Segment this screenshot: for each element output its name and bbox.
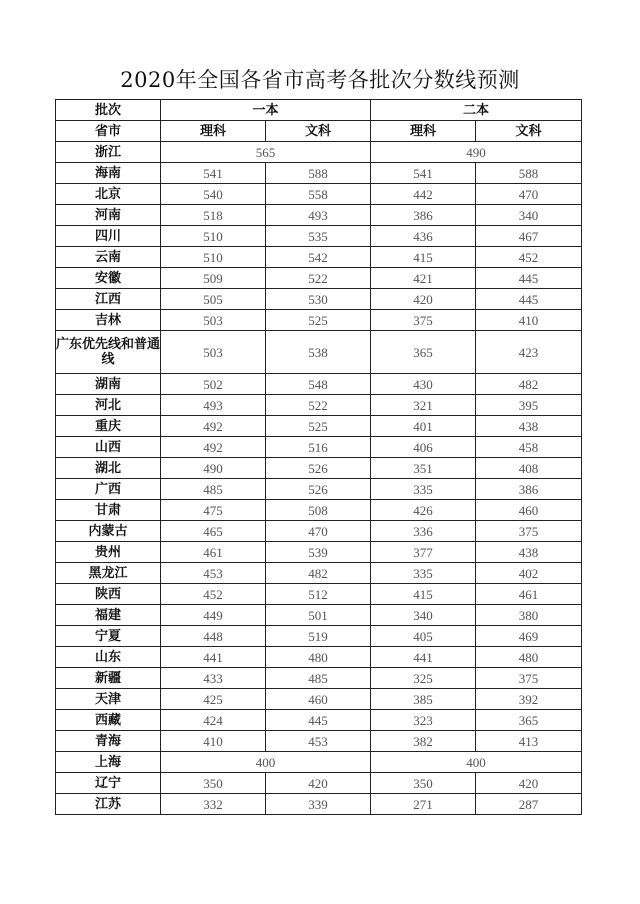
batch2-science-cell: 323 <box>371 710 476 731</box>
batch1-science-cell: 475 <box>161 500 266 521</box>
header-row-batch <box>56 100 582 121</box>
batch1-arts-cell: 516 <box>266 437 371 458</box>
batch1-science-cell: 505 <box>161 289 266 310</box>
batch1-science-cell: 332 <box>161 794 266 815</box>
batch2-science-cell: 541 <box>371 163 476 184</box>
batch1-score-cell: 565 <box>161 142 371 163</box>
batch2-science-cell: 406 <box>371 437 476 458</box>
batch2-arts-cell: 458 <box>476 437 582 458</box>
batch2-arts-cell: 386 <box>476 479 582 500</box>
batch1-science-cell: 441 <box>161 647 266 668</box>
batch2-science-cell: 420 <box>371 289 476 310</box>
table-row <box>56 794 582 815</box>
batch2-science-cell: 335 <box>371 479 476 500</box>
province-cell: 江西 <box>56 289 161 310</box>
province-cell: 甘肃 <box>56 500 161 521</box>
batch1-science-cell: 490 <box>161 458 266 479</box>
batch2-science-cell: 436 <box>371 226 476 247</box>
table-row <box>56 668 582 689</box>
batch1-arts-cell: 522 <box>266 395 371 416</box>
batch1-science-cell: 449 <box>161 605 266 626</box>
batch1-arts-cell: 558 <box>266 184 371 205</box>
batch2-science-cell: 340 <box>371 605 476 626</box>
batch2-arts-cell: 375 <box>476 521 582 542</box>
batch1-arts-cell: 445 <box>266 710 371 731</box>
batch2-science-cell: 441 <box>371 647 476 668</box>
batch1-arts-cell: 485 <box>266 668 371 689</box>
province-cell: 广西 <box>56 479 161 500</box>
table-row <box>56 395 582 416</box>
batch1-science-cell: 461 <box>161 542 266 563</box>
batch1-arts-cell: 420 <box>266 773 371 794</box>
batch1-science-cell: 448 <box>161 626 266 647</box>
province-cell: 上海 <box>56 752 161 773</box>
province-cell: 湖北 <box>56 458 161 479</box>
batch2-arts-cell: 340 <box>476 205 582 226</box>
table-row <box>56 205 582 226</box>
province-cell: 天津 <box>56 689 161 710</box>
batch1-arts-cell: 519 <box>266 626 371 647</box>
batch1-arts-cell: 548 <box>266 374 371 395</box>
page-title: 2020年全国各省市高考各批次分数线预测 <box>120 68 520 92</box>
province-cell: 福建 <box>56 605 161 626</box>
batch1-arts-cell: 526 <box>266 458 371 479</box>
batch1-header: 一本 <box>161 100 371 121</box>
batch2-arts-header: 文科 <box>476 121 582 142</box>
province-cell: 海南 <box>56 163 161 184</box>
batch2-science-cell: 415 <box>371 584 476 605</box>
batch2-science-cell: 415 <box>371 247 476 268</box>
batch2-science-cell: 421 <box>371 268 476 289</box>
province-cell: 内蒙古 <box>56 521 161 542</box>
province-cell: 北京 <box>56 184 161 205</box>
batch2-arts-cell: 588 <box>476 163 582 184</box>
batch2-arts-cell: 392 <box>476 689 582 710</box>
table-row <box>56 605 582 626</box>
batch2-science-cell: 375 <box>371 310 476 331</box>
table-row <box>56 268 582 289</box>
batch1-science-cell: 425 <box>161 689 266 710</box>
batch2-score-cell: 490 <box>371 142 582 163</box>
batch1-science-cell: 424 <box>161 710 266 731</box>
province-cell: 陕西 <box>56 584 161 605</box>
province-cell: 山东 <box>56 647 161 668</box>
batch1-arts-cell: 460 <box>266 689 371 710</box>
batch1-arts-cell: 535 <box>266 226 371 247</box>
table-row <box>56 647 582 668</box>
batch1-science-cell: 541 <box>161 163 266 184</box>
table-row <box>56 752 582 773</box>
batch1-arts-cell: 339 <box>266 794 371 815</box>
province-cell: 宁夏 <box>56 626 161 647</box>
batch1-arts-header: 文科 <box>266 121 371 142</box>
batch1-science-cell: 510 <box>161 247 266 268</box>
batch1-arts-cell: 470 <box>266 521 371 542</box>
batch2-arts-cell: 375 <box>476 668 582 689</box>
batch2-science-cell: 321 <box>371 395 476 416</box>
batch2-arts-cell: 287 <box>476 794 582 815</box>
province-cell: 河北 <box>56 395 161 416</box>
batch1-science-cell: 492 <box>161 437 266 458</box>
batch2-science-cell: 401 <box>371 416 476 437</box>
table-row <box>56 563 582 584</box>
province-cell: 西藏 <box>56 710 161 731</box>
table-row <box>56 331 582 374</box>
province-cell: 山西 <box>56 437 161 458</box>
batch1-arts-cell: 526 <box>266 479 371 500</box>
province-cell: 重庆 <box>56 416 161 437</box>
batch2-science-cell: 351 <box>371 458 476 479</box>
batch2-science-cell: 365 <box>371 331 476 374</box>
province-cell: 江苏 <box>56 794 161 815</box>
table-row <box>56 542 582 563</box>
province-cell: 新疆 <box>56 668 161 689</box>
batch2-arts-cell: 438 <box>476 416 582 437</box>
province-cell: 浙江 <box>56 142 161 163</box>
batch1-science-cell: 509 <box>161 268 266 289</box>
batch2-arts-cell: 482 <box>476 374 582 395</box>
batch1-science-cell: 452 <box>161 584 266 605</box>
province-cell: 青海 <box>56 731 161 752</box>
batch1-arts-cell: 522 <box>266 268 371 289</box>
batch2-arts-cell: 423 <box>476 331 582 374</box>
table-row <box>56 226 582 247</box>
table-row <box>56 458 582 479</box>
province-cell: 辽宁 <box>56 773 161 794</box>
province-cell: 黑龙江 <box>56 563 161 584</box>
batch2-arts-cell: 395 <box>476 395 582 416</box>
table-row <box>56 731 582 752</box>
batch1-science-cell: 465 <box>161 521 266 542</box>
batch2-score-cell: 400 <box>371 752 582 773</box>
table-row <box>56 289 582 310</box>
table-row <box>56 689 582 710</box>
table-row <box>56 626 582 647</box>
batch1-science-cell: 453 <box>161 563 266 584</box>
batch1-arts-cell: 525 <box>266 310 371 331</box>
batch2-science-cell: 350 <box>371 773 476 794</box>
table-row <box>56 184 582 205</box>
batch1-arts-cell: 525 <box>266 416 371 437</box>
header-row-subject <box>56 121 582 142</box>
batch2-arts-cell: 408 <box>476 458 582 479</box>
province-cell: 贵州 <box>56 542 161 563</box>
province-label: 省市 <box>56 121 161 142</box>
batch2-arts-cell: 467 <box>476 226 582 247</box>
batch2-arts-cell: 445 <box>476 268 582 289</box>
province-cell: 广东优先线和普通线 <box>56 331 161 374</box>
batch2-arts-cell: 461 <box>476 584 582 605</box>
table-row <box>56 500 582 521</box>
batch2-arts-cell: 452 <box>476 247 582 268</box>
batch1-science-cell: 485 <box>161 479 266 500</box>
province-cell: 吉林 <box>56 310 161 331</box>
batch1-science-cell: 518 <box>161 205 266 226</box>
batch2-science-cell: 377 <box>371 542 476 563</box>
batch1-arts-cell: 588 <box>266 163 371 184</box>
batch2-science-cell: 382 <box>371 731 476 752</box>
batch2-arts-cell: 413 <box>476 731 582 752</box>
table-row <box>56 479 582 500</box>
table-row <box>56 437 582 458</box>
batch1-arts-cell: 453 <box>266 731 371 752</box>
batch1-science-cell: 493 <box>161 395 266 416</box>
province-cell: 安徽 <box>56 268 161 289</box>
batch1-arts-cell: 501 <box>266 605 371 626</box>
table-row <box>56 247 582 268</box>
batch2-science-cell: 336 <box>371 521 476 542</box>
province-cell: 四川 <box>56 226 161 247</box>
table-row <box>56 416 582 437</box>
table-row <box>56 584 582 605</box>
batch2-science-cell: 325 <box>371 668 476 689</box>
batch2-science-cell: 442 <box>371 184 476 205</box>
batch1-arts-cell: 508 <box>266 500 371 521</box>
batch2-science-cell: 271 <box>371 794 476 815</box>
batch1-arts-cell: 538 <box>266 331 371 374</box>
score-table <box>55 99 582 815</box>
batch1-science-cell: 503 <box>161 331 266 374</box>
batch1-science-cell: 410 <box>161 731 266 752</box>
batch2-arts-cell: 460 <box>476 500 582 521</box>
batch2-science-cell: 335 <box>371 563 476 584</box>
batch2-arts-cell: 380 <box>476 605 582 626</box>
province-cell: 河南 <box>56 205 161 226</box>
batch2-arts-cell: 438 <box>476 542 582 563</box>
batch1-science-header: 理科 <box>161 121 266 142</box>
batch2-science-cell: 386 <box>371 205 476 226</box>
table-row <box>56 710 582 731</box>
batch2-science-cell: 430 <box>371 374 476 395</box>
table-row <box>56 163 582 184</box>
table-row <box>56 374 582 395</box>
batch1-arts-cell: 482 <box>266 563 371 584</box>
batch-label: 批次 <box>56 100 161 121</box>
batch1-science-cell: 350 <box>161 773 266 794</box>
batch1-science-cell: 492 <box>161 416 266 437</box>
batch2-science-cell: 385 <box>371 689 476 710</box>
batch1-score-cell: 400 <box>161 752 371 773</box>
batch1-arts-cell: 530 <box>266 289 371 310</box>
batch2-science-cell: 405 <box>371 626 476 647</box>
batch2-arts-cell: 470 <box>476 184 582 205</box>
batch1-science-cell: 502 <box>161 374 266 395</box>
table-row <box>56 310 582 331</box>
batch2-arts-cell: 365 <box>476 710 582 731</box>
batch2-science-cell: 426 <box>371 500 476 521</box>
province-cell: 云南 <box>56 247 161 268</box>
batch1-science-cell: 433 <box>161 668 266 689</box>
batch2-arts-cell: 480 <box>476 647 582 668</box>
province-cell: 湖南 <box>56 374 161 395</box>
batch1-arts-cell: 493 <box>266 205 371 226</box>
batch2-arts-cell: 410 <box>476 310 582 331</box>
batch2-arts-cell: 420 <box>476 773 582 794</box>
table-row <box>56 773 582 794</box>
batch2-arts-cell: 402 <box>476 563 582 584</box>
batch1-arts-cell: 512 <box>266 584 371 605</box>
batch1-arts-cell: 480 <box>266 647 371 668</box>
batch2-arts-cell: 469 <box>476 626 582 647</box>
batch1-arts-cell: 542 <box>266 247 371 268</box>
batch2-science-header: 理科 <box>371 121 476 142</box>
batch1-science-cell: 510 <box>161 226 266 247</box>
batch1-science-cell: 540 <box>161 184 266 205</box>
batch2-header: 二本 <box>371 100 582 121</box>
batch1-science-cell: 503 <box>161 310 266 331</box>
table-row <box>56 142 582 163</box>
batch2-arts-cell: 445 <box>476 289 582 310</box>
batch1-arts-cell: 539 <box>266 542 371 563</box>
table-row <box>56 521 582 542</box>
